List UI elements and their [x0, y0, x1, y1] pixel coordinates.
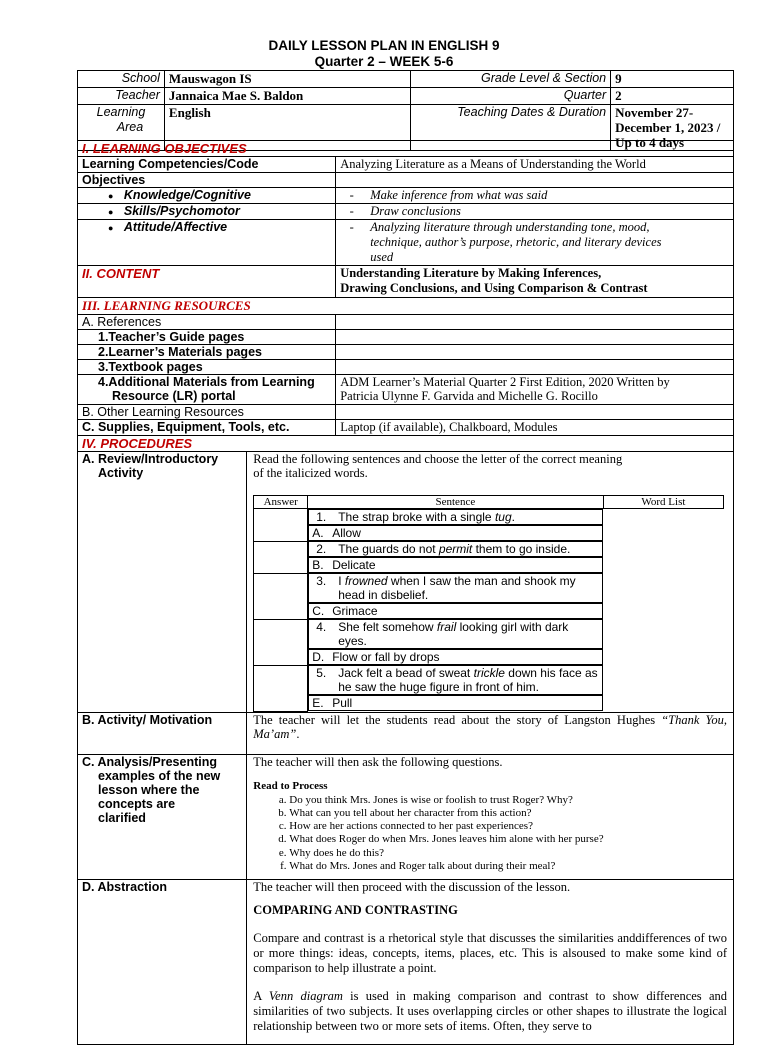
sentence-header: Sentence [308, 496, 603, 509]
supplies-label: C. Supplies, Equipment, Tools, etc. [78, 420, 336, 436]
knowledge-value: - Make inference from what was said [336, 188, 734, 204]
document-subtitle: Quarter 2 – WEEK 5-6 [314, 54, 454, 69]
school-value: Mauswagon IS [164, 71, 411, 88]
objectives-heading: I. LEARNING OBJECTIVES [78, 141, 734, 157]
list-item: f. What do Mrs. Jones and Roger talk about during their meal? [289, 860, 727, 873]
process-questions [253, 794, 727, 874]
review-cell [247, 452, 734, 713]
learning-area-label: Learning Area [78, 105, 165, 151]
analysis-label: C. Analysis/Presenting examples of the new lesson where the concepts are clarified [78, 754, 247, 879]
analysis-cell [247, 754, 734, 879]
grade-value: 9 [611, 71, 734, 88]
answer-blank[interactable] [254, 665, 308, 711]
abstraction-cell [247, 879, 734, 1044]
compare-paragraph-2: A Venn diagram is used in making comparison and contrast to show differences and similarities of two subjects. It uses overlapping circles or other shapes to illustrate the logical relationship between two or more sets of items. Often, they serve to [253, 988, 727, 1033]
answer-blank[interactable] [254, 509, 308, 542]
document-title: DAILY LESSON PLAN IN ENGLISH 9 [268, 38, 500, 53]
grade-label: Grade Level & Section [411, 71, 611, 88]
table-row: 2. The guards do not permit them to go inside. B. Delicate [254, 541, 724, 573]
list-item: e. Why does he do this? [289, 847, 727, 860]
quarter-label: Quarter [411, 88, 611, 105]
references-label: A. References [78, 315, 336, 330]
list-item: b. What can you tell about her character from this action? [289, 807, 727, 820]
table-row: 4. She felt somehow frail looking girl with dark eyes. D. Flow or fall by drops [254, 619, 724, 665]
skills-label: ● Skills/Psychomotor [78, 204, 336, 220]
knowledge-label: ● Knowledge/Cognitive [78, 188, 336, 204]
read-to-process-label: Read to Process [253, 779, 328, 792]
additional-materials-value: ADM Learner’s Material Quarter 2 First Edition, 2020 Written by Patricia Ulynne F. Garvida and Michelle G. Rocillo [336, 375, 734, 405]
list-item: c. How are her actions connected to her past experiences? [289, 820, 727, 833]
teachers-guide-label: 1.Teacher’s Guide pages [78, 330, 336, 345]
vocabulary-table [253, 495, 724, 712]
answer-blank[interactable] [254, 619, 308, 665]
content-heading: II. CONTENT [78, 266, 336, 298]
attitude-value: - Analyzing literature through understanding tone, mood, technique, author’s purpose, rhetoric, and literary devices used [336, 220, 734, 266]
teacher-value: Jannaica Mae S. Baldon [164, 88, 411, 105]
competencies-value: Analyzing Literature as a Means of Understanding the World [336, 157, 734, 173]
learners-materials-label: 2.Learner’s Materials pages [78, 345, 336, 360]
procedures-heading: IV. PROCEDURES [78, 436, 734, 452]
review-label: A. Review/Introductory Activity [78, 452, 247, 713]
list-item: a. Do you think Mrs. Jones is wise or foolish to trust Roger? Why? [289, 794, 727, 807]
table-row: 5. Jack felt a bead of sweat trickle down his face as he saw the huge figure in front of him. E. Pull [254, 665, 724, 711]
additional-materials-label: 4.Additional Materials from Learning Resource (LR) portal [78, 375, 336, 405]
dates-label: Teaching Dates & Duration [411, 105, 611, 151]
analysis-text: The teacher will then ask the following questions. [253, 754, 503, 769]
answer-blank[interactable] [254, 541, 308, 573]
teacher-label: Teacher [78, 88, 165, 105]
compare-paragraph-1: Compare and contrast is a rhetorical style that discusses the similarities anddifferences of two or more things: ideas, concepts, items, places, etc. This is alsoused to make some kind of comparison to help illustrate a point. [253, 930, 727, 975]
quarter-value: 2 [611, 88, 734, 105]
answer-blank[interactable] [254, 573, 308, 619]
textbook-label: 3.Textbook pages [78, 360, 336, 375]
review-instructions: Read the following sentences and choose the letter of the correct meaning of the italicized words. [253, 452, 623, 480]
table-row: 1. The strap broke with a single tug. A. Allow [254, 509, 724, 542]
dates-value: November 27- December 1, 2023 / Up to 4 days [611, 105, 734, 151]
objectives-label: Objectives [78, 173, 336, 188]
list-item: d. What does Roger do when Mrs. Jones leaves him alone with her purse? [289, 833, 727, 846]
info-table [77, 70, 734, 151]
competencies-label: Learning Competencies/Code [78, 157, 336, 173]
answer-header: Answer [254, 496, 308, 509]
attitude-label: ● Attitude/Affective [78, 220, 336, 266]
abstraction-label: D. Abstraction [78, 879, 247, 1044]
other-resources-label: B. Other Learning Resources [78, 405, 336, 420]
activity-label: B. Activity/ Motivation [78, 712, 247, 754]
resources-heading: III. LEARNING RESOURCES [78, 298, 734, 315]
compare-heading: COMPARING AND CONTRASTING [253, 902, 458, 917]
table-row: 3. I frowned when I saw the man and shook my head in disbelief. C. Grimace [254, 573, 724, 619]
word-list-header: Word List [603, 496, 724, 509]
school-label: School [78, 71, 165, 88]
lesson-plan-table [77, 140, 734, 1045]
abstraction-text: The teacher will then proceed with the discussion of the lesson. [253, 879, 571, 894]
skills-value: - Draw conclusions [336, 204, 734, 220]
supplies-value: Laptop (if available), Chalkboard, Modules [336, 420, 734, 436]
content-value: Understanding Literature by Making Inferences, Drawing Conclusions, and Using Comparison & Contrast [336, 266, 734, 298]
learning-area-value: English [164, 105, 411, 151]
activity-text: The teacher will let the students read about the story of Langston Hughes “Thank You, Ma’am”. [247, 712, 734, 754]
